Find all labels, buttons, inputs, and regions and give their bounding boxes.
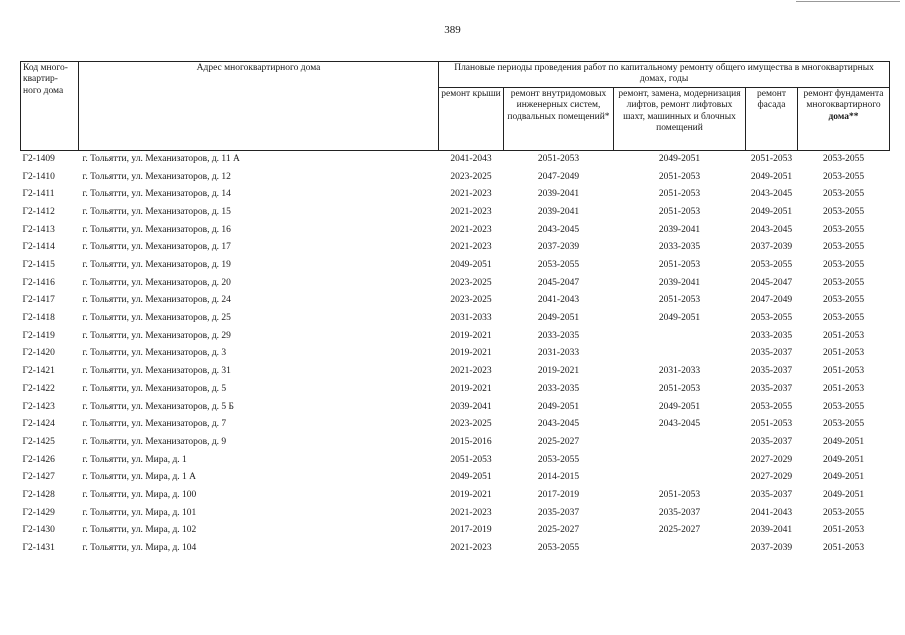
cell-address: г. Тольятти, ул. Механизаторов, д. 31: [82, 366, 231, 377]
cell-address: г. Тольятти, ул. Мира, д. 104: [82, 543, 197, 554]
header-roof: ремонт крыши: [439, 87, 504, 150]
cell-foundation: 2053-2055: [822, 260, 865, 271]
cell-foundation: 2053-2055: [822, 224, 865, 235]
cell-code: Г2-1429: [22, 507, 55, 518]
cell-address: г. Тольятти, ул. Механизаторов, д. 16: [82, 224, 231, 235]
cell-roof: 2019-2021: [450, 383, 492, 394]
cell-code: Г2-1412: [22, 206, 55, 217]
cell-roof: 2021-2023: [450, 242, 492, 253]
cell-engineering: 2047-2049: [537, 171, 580, 182]
cell-roof: 2051-2053: [450, 454, 492, 465]
cell-engineering: 2017-2019: [537, 489, 580, 500]
cell-engineering: 2035-2037: [537, 507, 580, 518]
cell-foundation: 2049-2051: [822, 489, 865, 500]
cell-foundation: 2053-2055: [822, 206, 865, 217]
cell-roof: 2021-2023: [450, 189, 492, 200]
cell-address: г. Тольятти, ул. Мира, д. 1: [82, 454, 187, 465]
cell-facade: 2027-2029: [750, 472, 793, 483]
cell-facade: 2053-2055: [750, 313, 793, 324]
cell-code: Г2-1425: [22, 436, 55, 447]
cell-code: Г2-1424: [22, 419, 55, 430]
page-number: 389: [444, 24, 461, 36]
cell-foundation: 2053-2055: [822, 171, 865, 182]
cell-engineering: 2053-2055: [537, 454, 580, 465]
table-row: [21, 328, 890, 346]
table-row: [21, 186, 890, 204]
cell-elevators: 2051-2053: [658, 206, 701, 217]
cell-elevators: 2049-2051: [658, 153, 701, 164]
cell-elevators: 2025-2027: [658, 525, 701, 536]
cell-address: г. Тольятти, ул. Мира, д. 1 А: [82, 472, 197, 483]
cell-foundation: 2051-2053: [822, 348, 865, 359]
cell-elevators: [614, 434, 746, 452]
cell-address: г. Тольятти, ул. Механизаторов, д. 19: [82, 260, 231, 271]
cell-facade: 2043-2045: [750, 224, 793, 235]
cell-address: г. Тольятти, ул. Механизаторов, д. 14: [82, 189, 231, 200]
header-foundation: [798, 87, 890, 150]
cell-roof: 2017-2019: [450, 525, 492, 536]
cell-elevators: 2051-2053: [658, 489, 701, 500]
cell-code: Г2-1428: [22, 489, 55, 500]
header-elevators: ремонт, замена, модернизация лифтов, ремонт лифтовых шахт, машинных и блочных помещений: [614, 87, 746, 150]
cell-facade: 2049-2051: [750, 171, 793, 182]
cell-engineering: 2039-2041: [537, 189, 580, 200]
cell-engineering: 2019-2021: [537, 366, 580, 377]
cell-foundation: 2049-2051: [822, 472, 865, 483]
header-foundation-text: ремонт фундамента многоквартирного: [803, 88, 884, 111]
cell-foundation: 2053-2055: [822, 507, 865, 518]
cell-code: Г2-1422: [22, 383, 55, 394]
header-foundation-bold: дома**: [828, 111, 859, 122]
cell-engineering: 2037-2039: [537, 242, 580, 253]
cell-facade: 2037-2039: [750, 242, 793, 253]
cell-facade: 2039-2041: [750, 525, 793, 536]
cell-facade: 2027-2029: [750, 454, 793, 465]
cell-engineering: 2025-2027: [537, 436, 580, 447]
cell-foundation: 2051-2053: [822, 383, 865, 394]
cell-code: Г2-1419: [22, 330, 55, 341]
table-row: [21, 239, 890, 257]
cell-code: Г2-1413: [22, 224, 55, 235]
cell-address: г. Тольятти, ул. Мира, д. 100: [82, 489, 197, 500]
cell-engineering: 2049-2051: [537, 401, 580, 412]
cell-address: г. Тольятти, ул. Механизаторов, д. 29: [82, 330, 231, 341]
cell-engineering: 2025-2027: [537, 525, 580, 536]
cell-roof: 2021-2023: [450, 224, 492, 235]
cell-facade: 2051-2053: [750, 419, 793, 430]
cell-code: Г2-1421: [22, 366, 55, 377]
cell-elevators: 2033-2035: [658, 242, 701, 253]
cell-roof: 2023-2025: [450, 295, 492, 306]
cell-address: г. Тольятти, ул. Механизаторов, д. 20: [82, 277, 231, 288]
cell-elevators: 2039-2041: [658, 277, 701, 288]
cell-facade: 2035-2037: [750, 383, 793, 394]
cell-address: г. Тольятти, ул. Механизаторов, д. 9: [82, 436, 227, 447]
cell-code: Г2-1414: [22, 242, 55, 253]
cell-address: г. Тольятти, ул. Механизаторов, д. 5 Б: [82, 401, 235, 412]
table-row: [21, 434, 890, 452]
cell-elevators: 2039-2041: [658, 224, 701, 235]
table-row: [21, 345, 890, 363]
cell-engineering: 2051-2053: [537, 153, 580, 164]
cell-elevators: 2049-2051: [658, 313, 701, 324]
cell-foundation: 2053-2055: [822, 295, 865, 306]
cell-code: Г2-1409: [22, 153, 55, 164]
cell-address: г. Тольятти, ул. Механизаторов, д. 11 А: [82, 153, 240, 164]
cell-roof: 2049-2051: [450, 260, 492, 271]
cell-foundation: 2051-2053: [822, 330, 865, 341]
cell-facade: 2053-2055: [750, 401, 793, 412]
cell-engineering: 2039-2041: [537, 206, 580, 217]
header-row-top: [21, 62, 890, 88]
cell-engineering: 2031-2033: [537, 348, 580, 359]
cell-address: г. Тольятти, ул. Механизаторов, д. 3: [82, 348, 227, 359]
cell-foundation: 2049-2051: [822, 436, 865, 447]
cell-code: Г2-1416: [22, 277, 55, 288]
cell-elevators: 2035-2037: [658, 507, 701, 518]
cell-roof: 2039-2041: [450, 401, 492, 412]
table-row: [21, 204, 890, 222]
cell-engineering: 2043-2045: [537, 224, 580, 235]
cell-code: Г2-1426: [22, 454, 55, 465]
cell-roof: 2021-2023: [450, 543, 492, 554]
cell-facade: 2051-2053: [750, 153, 793, 164]
cell-foundation: 2051-2053: [822, 366, 865, 377]
cell-code: Г2-1427: [22, 472, 55, 483]
cell-foundation: 2053-2055: [822, 189, 865, 200]
cell-facade: 2045-2047: [750, 277, 793, 288]
capital-repair-schedule-table: [20, 61, 890, 558]
cell-elevators: [614, 345, 746, 363]
top-edge-rule: [796, 1, 900, 2]
cell-code: Г2-1415: [22, 260, 55, 271]
header-facade: ремонт фасада: [746, 87, 798, 150]
table-row: [21, 398, 890, 416]
cell-roof: 2023-2025: [450, 277, 492, 288]
cell-roof: 2049-2051: [450, 472, 492, 483]
cell-engineering: 2033-2035: [537, 330, 580, 341]
cell-roof: 2023-2025: [450, 419, 492, 430]
cell-elevators: 2043-2045: [658, 419, 701, 430]
cell-facade: 2035-2037: [750, 489, 793, 500]
cell-foundation: 2053-2055: [822, 153, 865, 164]
header-address: Адрес многоквартирного дома: [79, 62, 439, 151]
table-row: [21, 310, 890, 328]
cell-elevators: 2051-2053: [658, 260, 701, 271]
table-row: [21, 522, 890, 540]
cell-facade: 2035-2037: [750, 348, 793, 359]
cell-foundation: 2051-2053: [822, 525, 865, 536]
table-row: [21, 469, 890, 487]
cell-code: Г2-1411: [22, 189, 55, 200]
cell-roof: 2021-2023: [450, 507, 492, 518]
cell-code: Г2-1417: [22, 295, 55, 306]
cell-address: г. Тольятти, ул. Механизаторов, д. 25: [82, 313, 231, 324]
cell-facade: 2041-2043: [750, 507, 793, 518]
cell-engineering: 2053-2055: [537, 543, 580, 554]
cell-roof: 2023-2025: [450, 171, 492, 182]
cell-foundation: 2053-2055: [822, 401, 865, 412]
cell-address: г. Тольятти, ул. Мира, д. 101: [82, 507, 197, 518]
cell-engineering: 2053-2055: [537, 260, 580, 271]
cell-roof: 2021-2023: [450, 366, 492, 377]
cell-engineering: 2041-2043: [537, 295, 580, 306]
header-engineering: ремонт внутридомовых инженерных систем, подвальных помещений*: [504, 87, 614, 150]
cell-engineering: 2045-2047: [537, 277, 580, 288]
cell-code: Г2-1430: [22, 525, 55, 536]
cell-facade: 2035-2037: [750, 366, 793, 377]
cell-roof: 2015-2016: [450, 436, 492, 447]
table-row: [21, 275, 890, 293]
cell-elevators: [614, 451, 746, 469]
table-row: [21, 222, 890, 240]
cell-elevators: 2049-2051: [658, 401, 701, 412]
cell-facade: 2053-2055: [750, 260, 793, 271]
cell-roof: 2031-2033: [450, 313, 492, 324]
cell-foundation: 2053-2055: [822, 242, 865, 253]
cell-roof: 2019-2021: [450, 489, 492, 500]
cell-facade: 2043-2045: [750, 189, 793, 200]
cell-elevators: [614, 540, 746, 558]
cell-facade: 2047-2049: [750, 295, 793, 306]
cell-address: г. Тольятти, ул. Механизаторов, д. 7: [82, 419, 227, 430]
cell-facade: 2035-2037: [750, 436, 793, 447]
cell-foundation: 2053-2055: [822, 313, 865, 324]
cell-facade: 2049-2051: [750, 206, 793, 217]
header-code: Код много-квартир-ного дома: [21, 62, 79, 151]
cell-roof: 2021-2023: [450, 206, 492, 217]
cell-elevators: 2051-2053: [658, 171, 701, 182]
header-periods-group: Плановые периоды проведения работ по капитальному ремонту общего имущества в многоквартирных домах, годы: [439, 62, 890, 88]
table-row: [21, 416, 890, 434]
cell-elevators: 2051-2053: [658, 295, 701, 306]
cell-roof: 2019-2021: [450, 330, 492, 341]
cell-engineering: 2049-2051: [537, 313, 580, 324]
cell-code: Г2-1418: [22, 313, 55, 324]
cell-engineering: 2033-2035: [537, 383, 580, 394]
cell-facade: 2033-2035: [750, 330, 793, 341]
table-row: [21, 381, 890, 399]
cell-code: Г2-1410: [22, 171, 55, 182]
cell-elevators: 2051-2053: [658, 383, 701, 394]
cell-elevators: [614, 469, 746, 487]
cell-address: г. Тольятти, ул. Механизаторов, д. 15: [82, 206, 231, 217]
table-row: [21, 505, 890, 523]
cell-address: г. Тольятти, ул. Мира, д. 102: [82, 525, 197, 536]
table-row: [21, 168, 890, 186]
table-row: [21, 451, 890, 469]
cell-code: Г2-1431: [22, 543, 55, 554]
cell-engineering: 2014-2015: [537, 472, 580, 483]
cell-elevators: 2031-2033: [658, 366, 701, 377]
cell-code: Г2-1423: [22, 401, 55, 412]
cell-engineering: 2043-2045: [537, 419, 580, 430]
cell-address: г. Тольятти, ул. Механизаторов, д. 24: [82, 295, 231, 306]
table-row: [21, 292, 890, 310]
table-row: [21, 257, 890, 275]
cell-foundation: 2051-2053: [822, 543, 865, 554]
table-body: [21, 150, 890, 557]
cell-elevators: 2051-2053: [658, 189, 701, 200]
table-row: [21, 150, 890, 168]
cell-address: г. Тольятти, ул. Механизаторов, д. 5: [82, 383, 227, 394]
table-row: [21, 363, 890, 381]
cell-address: г. Тольятти, ул. Механизаторов, д. 12: [82, 171, 231, 182]
table-row: [21, 540, 890, 558]
cell-foundation: 2053-2055: [822, 277, 865, 288]
cell-foundation: 2049-2051: [822, 454, 865, 465]
cell-address: г. Тольятти, ул. Механизаторов, д. 17: [82, 242, 231, 253]
cell-elevators: [614, 328, 746, 346]
cell-facade: 2037-2039: [750, 543, 793, 554]
cell-foundation: 2053-2055: [822, 419, 865, 430]
cell-roof: 2041-2043: [450, 153, 492, 164]
table-row: [21, 487, 890, 505]
cell-roof: 2019-2021: [450, 348, 492, 359]
cell-code: Г2-1420: [22, 348, 55, 359]
